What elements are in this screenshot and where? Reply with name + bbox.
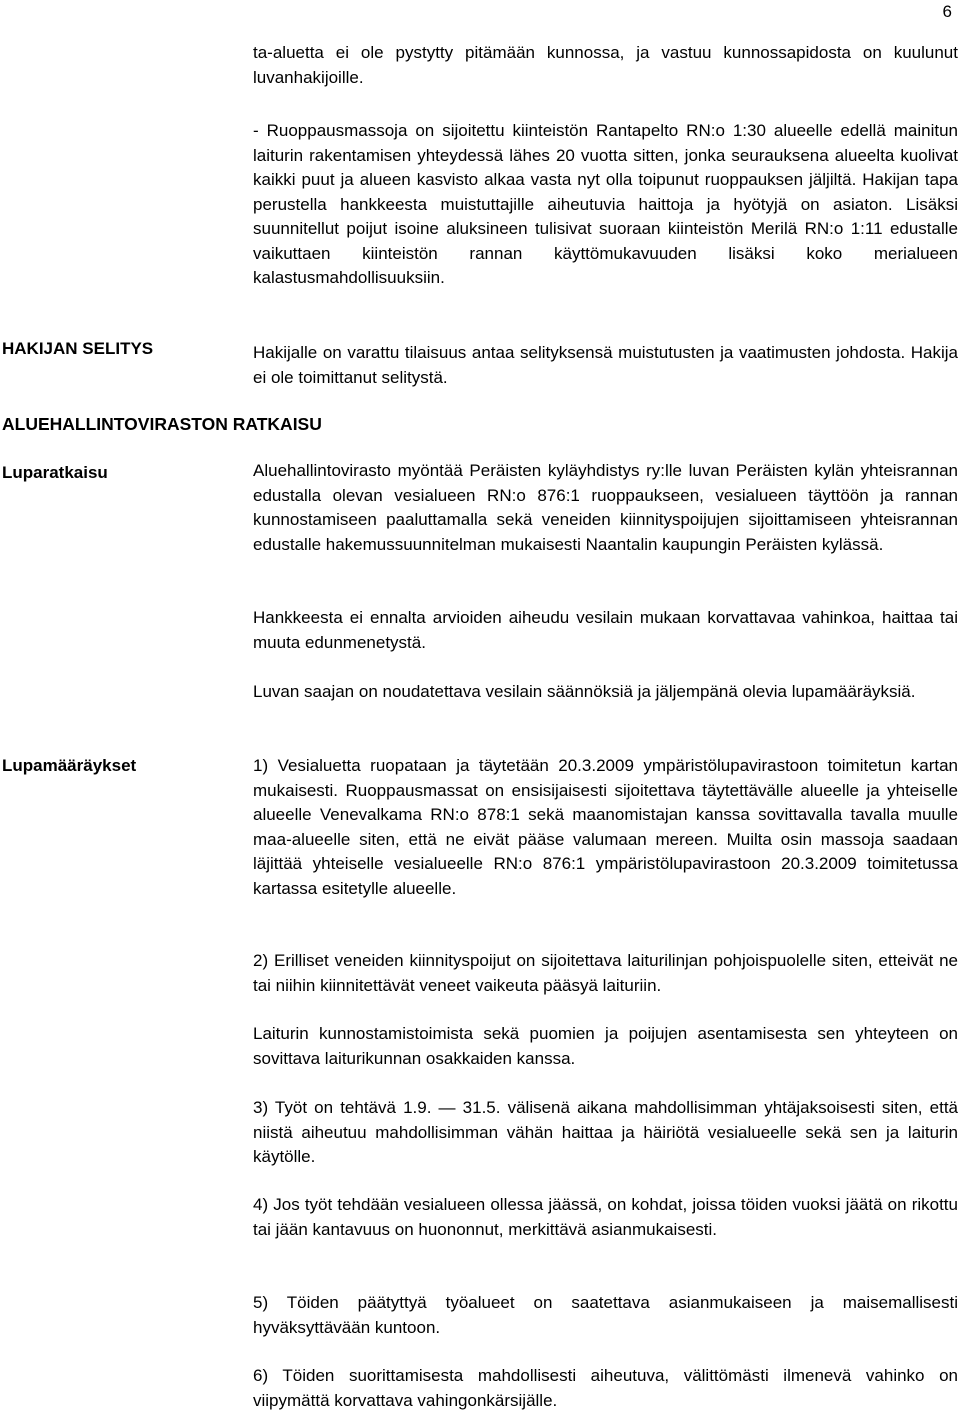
luparatkaisu-paragraph-3: Luvan saajan on noudatettava vesilain säännöksiä ja jäljempänä olevia lupamääräyksiä. [253,682,916,701]
hakijan-selitys-heading: HAKIJAN SELITYS [2,339,154,358]
lupamaarays-2-note: Laiturin kunnostamistoimista sekä puomien ja poijujen asentamisesta sen yhteyteen on sovittava laiturikunnan osakkaiden kanssa. [253,1024,958,1068]
lupamaarays-6: 6) Töiden suorittamisesta mahdollisesti aiheutuva, välittömästi ilmenevä vahinko on viipymättä korvattava vahingonkärsijälle. [253,1366,958,1410]
luparatkaisu-heading: Luparatkaisu [2,463,108,482]
lupamaarays-5: 5) Töiden päätyttyä työalueet on saatettava asianmukaiseen ja maisemallisesti hyväksyttävään kuntoon. [253,1293,958,1337]
hakijan-selitys-text: Hakijalle on varattu tilaisuus antaa selityksensä muistutusten ja vaatimusten johdosta. Hakija ei ole toimittanut selitystä. [253,343,958,387]
luparatkaisu-paragraph-2: Hankkeesta ei ennalta arvioiden aiheudu vesilain mukaan korvattavaa vahinkoa, haittaa tai muuta edunmenetystä. [253,608,958,652]
page-number: 6 [942,2,952,21]
luparatkaisu-paragraph-1: Aluehallintovirasto myöntää Peräisten kyläyhdistys ry:lle luvan Peräisten kylän yhteisrannan edustalla olevan vesialueen RN:o 876:1 ruoppaukseen, vesialueen täyttöön ja rannan kunnostamiseen paaluttamalla sekä veneiden kiinnityspoijujen sijoittamiseen yhteisrannan edustalle hakemussuunnitelman mukaisesti Naantalin kaupungin Peräisten kylässä. [253,461,958,554]
lupamaarays-1: 1) Vesialuetta ruopataan ja täytetään 20.3.2009 ympäristölupavirastoon toimitetun kartan mukaisesti. Ruoppausmassat on ensisijaisesti sijoitettava täytettävälle alueelle ja yhteiselle alueelle Venevalkama RN:o 878:1 sekä maanomistajan kanssa sovittavalla tavalla muulle maa-alueelle siten, että ne eivät pääse valumaan mereen. Muilta osin massoja saadaan läjittää yhteiselle vesialueelle RN:o 876:1 ympäristölupavirastoon 20.3.2009 toimitetussa kartassa esitetylle alueelle. [253,756,958,898]
ruoppaus-paragraph: - Ruoppausmassoja on sijoitettu kiinteistön Rantapelto RN:o 1:30 alueelle edellä mainitun laiturin rakentamisen yhteydessä lähes 20 vuotta sitten, jonka seurauksena alueelta kuolivat kaikki puut ja alueen kasvisto alkaa vasta nyt olla toipunut ruoppauksen jäljiltä. Hakijan tapa perustella hankkeesta muistuttajille aiheutuvia haittoja ja hyötyjä on asiaton. Lisäksi suunnitellut poijut isoine aluksineen tulisivat suoraan kiinteistön Merilä RN:o 1:11 edustalle vaikuttaen kiinteistön rannan käyttömukavuuden lisäksi koko merialueen kalastusmahdollisuuksiin. [253,121,958,287]
continuation-paragraph: ta-aluetta ei ole pystytty pitämään kunnossa, ja vastuu kunnossapidosta on kuulunut luvanhakijoille. [253,43,958,87]
lupamaarays-3: 3) Työt on tehtävä 1.9. — 31.5. välisenä aikana mahdollisimman yhtäjaksoisesti siten, että niistä aiheutuu mahdollisimman vähän haittaa ja häiriötä vesialueelle sekä sen ja laiturin käytölle. [253,1098,958,1166]
lupamaarays-2: 2) Erilliset veneiden kiinnityspoijut on sijoitettava laiturilinjan pohjoispuolelle siten, etteivät ne tai niihin kiinnitettävät veneet vaikeuta pääsyä laituriin. [253,951,958,995]
ratkaisu-title: ALUEHALLINTOVIRASTON RATKAISU [2,414,322,434]
lupamaaraykset-heading: Lupamääräykset [2,756,137,775]
lupamaarays-4: 4) Jos työt tehdään vesialueen ollessa jäässä, on kohdat, joissa töiden vuoksi jäätä on rikottu tai jään kantavuus on huononnut, merkittävä asianmukaisesti. [253,1195,958,1239]
